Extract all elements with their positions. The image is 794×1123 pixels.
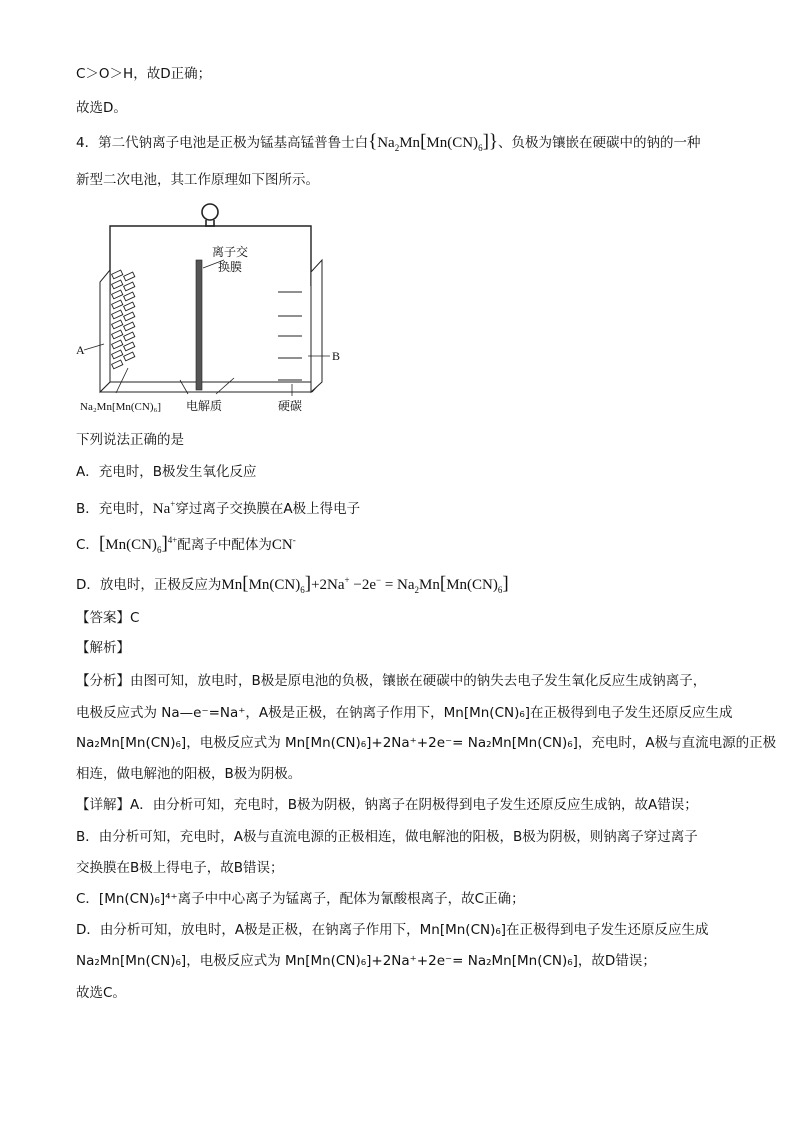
ion-exchange-membrane bbox=[196, 260, 202, 390]
detail-line: 【详解】A．由分析可知，充电时，B极为阴极，钠离子在阴极得到电子发生还原反应生成钠，故A错误； bbox=[76, 797, 698, 813]
external-wire bbox=[110, 226, 311, 294]
option-A: A．充电时，B极发生氧化反应 bbox=[76, 464, 257, 480]
label-A: A bbox=[76, 343, 85, 357]
option-B: B．充电时，Na+穿过离子交换膜在A极上得电子 bbox=[76, 499, 361, 517]
detail-line: 故选C。 bbox=[76, 985, 126, 1001]
question-text: 4．第二代钠离子电池是正极为锰基高锰普鲁士白 bbox=[76, 135, 369, 151]
electrode-A-material: Na₂Mn[Mn(CN)₆] bbox=[80, 401, 161, 413]
membrane-label: 换膜 bbox=[218, 260, 243, 274]
question-stem-line2: 新型二次电池，其工作原理如下图所示。 bbox=[76, 172, 319, 188]
option-C: C．$[Mn(CN)_6]^{4+}$配离子中配体为CN- bbox=[76, 533, 296, 555]
detail-line: B．由分析可知，充电时，A极与直流电源的正极相连，做电解池的阳极，B极为阴极，则钠离子穿过离子 bbox=[76, 829, 698, 845]
analysis-line: Na₂Mn[Mn(CN)₆]，电极反应式为 Mn[Mn(CN)₆]+2Na⁺+2e⁻= Na₂Mn[Mn(CN)₆]，充电时，A极与直流电源的正极 bbox=[76, 735, 777, 751]
detail-line: 交换膜在B极上得电子，故B错误； bbox=[76, 860, 284, 876]
battery-diagram-svg bbox=[76, 198, 346, 420]
membrane-label: 离子交 bbox=[212, 245, 249, 259]
electrode-A-plate bbox=[100, 270, 110, 392]
text-line: 故选D。 bbox=[76, 100, 127, 116]
formula: $\{Na_2Mn[Mn(CN)_6]\}$ bbox=[368, 131, 499, 153]
electrode-B-comb bbox=[278, 292, 302, 380]
answer: 【答案】C bbox=[76, 610, 140, 626]
question-stem bbox=[76, 132, 701, 158]
bulb-icon bbox=[202, 204, 218, 226]
electrode-B-plate bbox=[311, 260, 322, 392]
hard-carbon-label: 硬碳 bbox=[278, 399, 303, 413]
analysis-line: 电极反应式为 Na—e⁻=Na⁺，A极是正极，在钠离子作用下，Mn[Mn(CN)₆]在正极得到电子发生还原反应生成 bbox=[76, 705, 733, 721]
label-B: B bbox=[332, 349, 341, 363]
detail-line: Na₂Mn[Mn(CN)₆]，电极反应式为 Mn[Mn(CN)₆]+2Na⁺+2e⁻= Na₂Mn[Mn(CN)₆]，故D错误； bbox=[76, 953, 656, 969]
detail-line: C．[Mn(CN)₆]⁴⁺离子中中心离子为锰离子，配体为氰酸根离子，故C正确； bbox=[76, 891, 525, 907]
analysis-heading: 【解析】 bbox=[76, 640, 130, 656]
detail-line: D．由分析可知，放电时，A极是正极，在钠离子作用下，Mn[Mn(CN)₆]在正极得到电子发生还原反应生成 bbox=[76, 922, 709, 938]
electrolyte-label: 电解质 bbox=[186, 399, 223, 413]
prompt: 下列说法正确的是 bbox=[76, 432, 184, 448]
tank-outline bbox=[100, 382, 321, 392]
battery-diagram bbox=[76, 198, 346, 420]
electrode-A-lattice bbox=[112, 270, 135, 369]
analysis-line: 【分析】由图可知，放电时，B极是原电池的负极，镶嵌在硬碳中的钠失去电子发生氧化反应生成钠离子， bbox=[76, 673, 707, 689]
text-line: C＞O＞H，故D正确； bbox=[76, 66, 212, 82]
question-text: 、负极为镶嵌在硬碳中的钠的一种 bbox=[498, 135, 701, 151]
option-D: D．放电时，正极反应为$Mn[Mn(CN)_6]+2Na^+ -2e^- = Na_2Mn[Mn(CN)_6]$ bbox=[76, 573, 509, 595]
analysis-line: 相连，做电解池的阳极，B极为阴极。 bbox=[76, 766, 302, 782]
